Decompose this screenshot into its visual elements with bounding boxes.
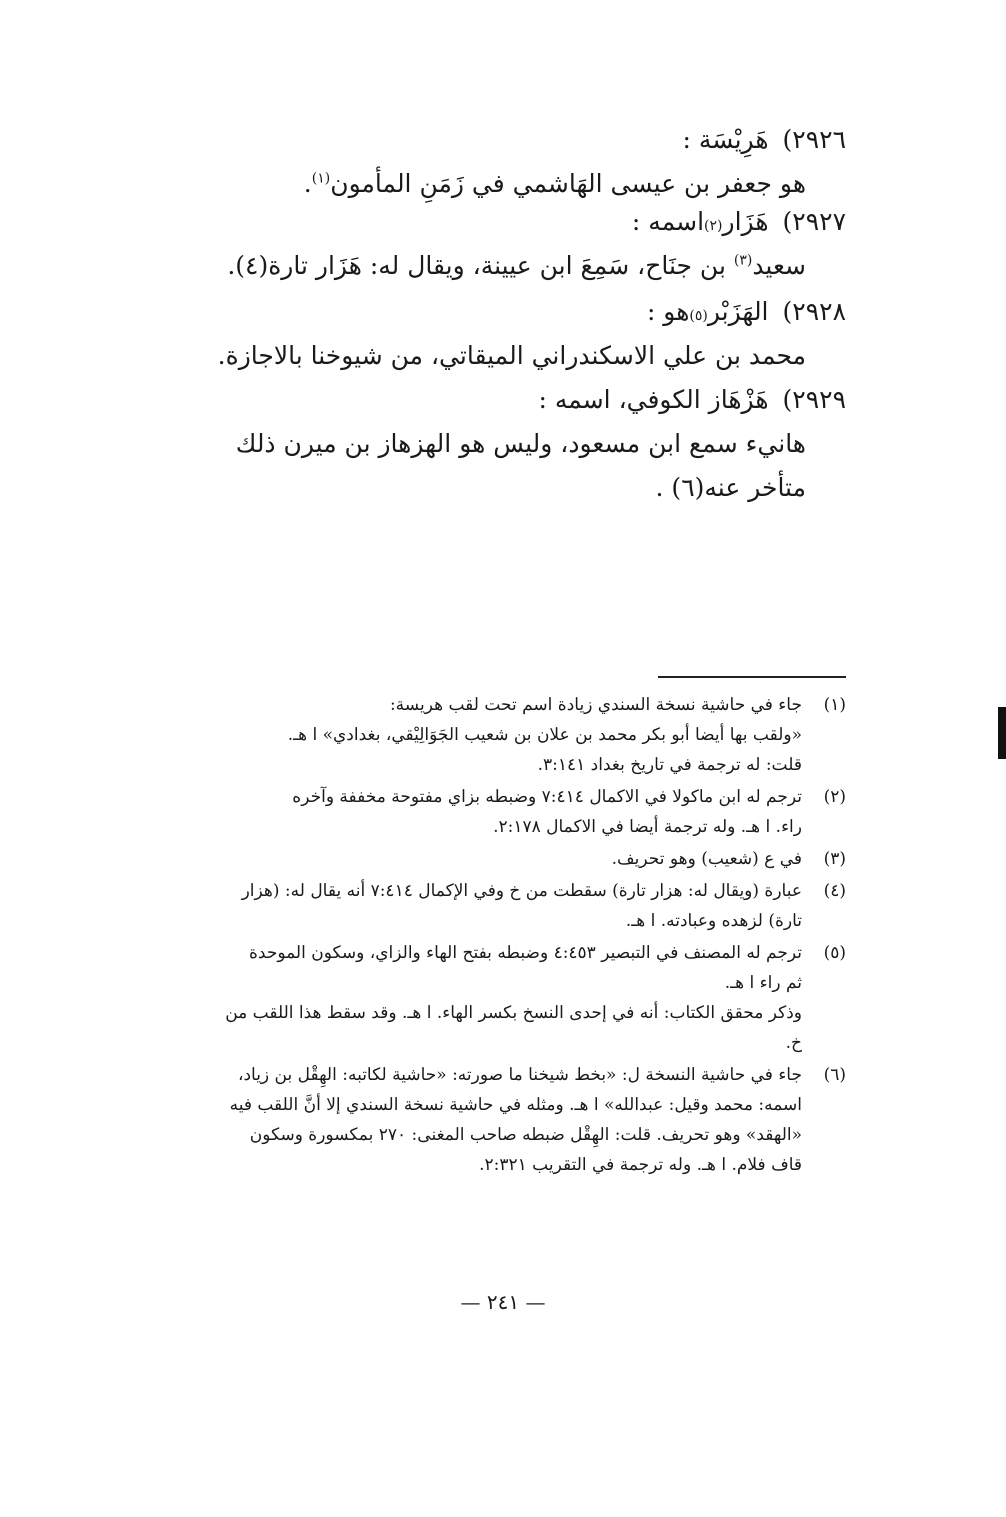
entry-2929	[130, 378, 846, 510]
footnote-text	[138, 938, 802, 1058]
footnote-line: ترجم له ابن ماكولا في الاكمال ٧:٤١٤ وضبطه بزاي مفتوحة مخففة وآخره	[292, 787, 802, 807]
footnote-text	[138, 1060, 802, 1180]
footnote-number: (٣)	[823, 849, 846, 869]
footnote-line: راء. ا هـ. وله ترجمة أيضا في الاكمال ٢:١٧٨.	[493, 817, 802, 837]
footnote-line: خ.	[785, 1033, 802, 1053]
entry-2926	[130, 118, 846, 206]
entry-heading: ٢٩٢٨) الهَزَبْر (٥) هو :	[130, 290, 846, 334]
page-number: — ٢٤١ —	[460, 1290, 546, 1314]
footnote-line: ثم راء ا هـ.	[724, 973, 802, 993]
entry-number: ٢٩٢٨)	[782, 297, 846, 326]
footnote-line: «الهقد» وهو تحريف. قلت: الهِقْل ضبطه صاحب المغنى: ٢٧٠ بمكسورة وسكون	[249, 1125, 802, 1145]
entry-text-continued: متأخر عنه(٦) .	[655, 473, 806, 502]
entry-body	[130, 334, 846, 378]
entry-text: محمد بن علي الاسكندراني الميقاتي، من شيوخنا بالاجازة.	[217, 341, 806, 370]
footnote-text	[138, 844, 802, 874]
entry-title: هَرِيْسَة :	[682, 125, 769, 154]
entry-body	[130, 422, 846, 510]
footnote-line: ترجم له المصنف في التبصير ٤:٤٥٣ وضبطه بفتح الهاء والزاي، وسكون الموحدة	[248, 943, 802, 963]
footnote-1	[138, 690, 846, 780]
footnote-ref: (١)	[311, 170, 331, 187]
entry-2927	[130, 200, 846, 288]
entry-title: هَزَار	[722, 207, 769, 236]
footnote-number: (٦)	[823, 1065, 846, 1085]
footnote-ref: (٣)	[733, 252, 753, 269]
footnote-2	[138, 782, 846, 842]
entry-2928	[130, 290, 846, 378]
entry-number: ٢٩٢٦)	[782, 125, 846, 154]
footnote-line: وذكر محقق الكتاب: أنه في إحدى النسخ بكسر الهاء. ا هـ. وقد سقط هذا اللقب من	[225, 1003, 802, 1023]
footnote-line: جاء في حاشية النسخة ل: «بخط شيخنا ما صورته: «حاشية لكاتبه: الهِقْل بن زياد،	[237, 1065, 802, 1085]
footnote-number: (٥)	[823, 943, 846, 963]
entry-body	[130, 244, 846, 288]
footnote-text	[138, 690, 802, 780]
footnote-line: في ع (شعيب) وهو تحريف.	[611, 849, 802, 869]
footnote-line: تارة) لزهده وعبادته. ا هـ.	[625, 911, 802, 931]
entry-number: ٢٩٢٩)	[782, 385, 846, 414]
entry-text-end: بن جنَاح، سَمِعَ ابن عيينة، ويقال له: هَزَار تارة(٤).	[227, 251, 734, 280]
footnote-6	[138, 1060, 846, 1180]
entry-text: هو جعفر بن عيسى الهَاشمي في زَمَنِ المأمون	[330, 169, 806, 198]
footnote-3	[138, 844, 846, 874]
entry-title-end: هو :	[646, 297, 690, 326]
footnote-number: (٢)	[823, 787, 846, 807]
footnote-line: اسمه: محمد وقيل: عبدالله» ا هـ. ومثله في حاشية نسخة السندي إلا أنَّ اللقب فيه	[229, 1095, 802, 1115]
footnote-text	[138, 782, 802, 842]
entry-title: الهَزَبْر	[707, 297, 769, 326]
footnote-line: قاف فلام. ا هـ. وله ترجمة في التقريب ٢:٣٢١.	[479, 1155, 802, 1175]
footnote-5	[138, 938, 846, 1058]
entry-title-end: اسمه :	[631, 207, 705, 236]
footnote-line: «ولقب بها أيضا أبو بكر محمد بن علان بن شعيب الجَوَالِيْقي، بغدادي» ا هـ.	[287, 725, 802, 745]
footnote-line: عبارة (ويقال له: هزار تارة) سقطت من خ وفي الإكمال ٧:٤١٤ أنه يقال له: (هزار	[241, 881, 802, 901]
footnote-text	[138, 876, 802, 936]
entry-heading: ٢٩٢٧) هَزَار (٢) اسمه :	[130, 200, 846, 244]
entry-heading	[130, 118, 846, 162]
footnote-number: (٤)	[823, 881, 846, 901]
entry-title: هَزْهَاز الكوفي، اسمه :	[538, 385, 769, 414]
footnote-separator	[658, 676, 846, 678]
footnote-line: جاء في حاشية نسخة السندي زيادة اسم تحت لقب هريسة:	[389, 695, 802, 715]
footnote-line: قلت: له ترجمة في تاريخ بغداد ٣:١٤١.	[537, 755, 802, 775]
footnote-number: (١)	[823, 695, 846, 715]
entry-text: هانيء سمع ابن مسعود، وليس هو الهزهاز بن ميرن ذلك	[235, 429, 806, 458]
entry-text: سعيد	[752, 251, 806, 280]
footnote-4	[138, 876, 846, 936]
margin-mark	[998, 707, 1006, 759]
entry-text-end: .	[303, 169, 312, 198]
entry-number: ٢٩٢٧)	[782, 207, 846, 236]
footnotes	[138, 690, 846, 1182]
entry-heading	[130, 378, 846, 422]
